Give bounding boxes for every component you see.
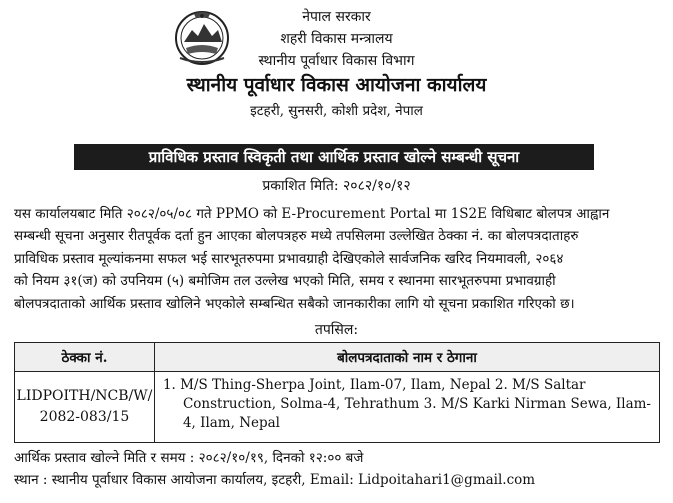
bidder-line: Construction, Solma-4, Tehrathum 3. M/S Karki Nirman Sewa, Ilam- (182, 396, 651, 412)
email-address[interactable]: Email: Lidpoitahari1@gmail.com (309, 472, 536, 488)
body-line: को नियम ३१(ज) को उपनियम (५) बमोजिम तल उल्लेख भएको मिति, समय र स्थानमा सारभूतरुपमा प्रभावग्राही (14, 273, 556, 290)
body-line: यस कार्यालयबाट मिति २०८२/०५/०८ गते PPMO को E-Procurement Portal मा 1S2E विधिबाट बोलपत्र आह्वान (14, 206, 610, 222)
department-name: स्थानीय पूर्वाधार विकास विभाग (258, 53, 415, 69)
bidder-line: 1. M/S Thing-Sherpa Joint, Ilam-07, Ilam, Nepal 2. M/S Saltar (162, 377, 586, 393)
body-line: बोलपत्रदाताको आर्थिक प्रस्ताव खोलिने भएकोले सम्बन्धित सबैको जानकारीका लागि यो सूचना प्रकाशित गरिएको छ। (14, 295, 575, 312)
place-text: स्थान : स्थानीय पूर्वाधार विकास आयोजना कार्यालय, इटहरी, (14, 472, 306, 488)
office-name: स्थानीय पूर्वाधार विकास आयोजना कार्यालय (186, 74, 487, 96)
ministry-name: शहरी विकास मन्त्रालय (280, 31, 393, 47)
opening-place (14, 469, 660, 491)
opening-date-time: आर्थिक प्रस्ताव खोल्ने मिति र समय : २०८२/१०/१९, दिनको १२:०० बजे (14, 450, 364, 466)
office-header (0, 6, 673, 121)
bidders-cell (154, 372, 659, 443)
government-name: नेपाल सरकार (302, 9, 371, 25)
body-line: प्राविधिक प्रस्ताव मूल्यांकनमा सफल भई सारभूतरुपमा प्रभावग्राही देखिएकोले सार्वजनिक खरिद नियमावली, २०६४ (14, 250, 564, 267)
contract-no-cell (15, 372, 155, 443)
bidder-header: बोलपत्रदाताको नाम र ठेगाना (154, 343, 659, 372)
contract-no-line: LIDPOITH/NCB/W/ (16, 388, 153, 404)
bidder-line: 4, Ilam, Nepal (182, 415, 281, 431)
notice-footer (14, 447, 660, 491)
contract-no-header: ठेक्का नं. (15, 343, 155, 372)
published-date: प्रकाशित मिति: २०८२/१०/१२ (262, 178, 411, 194)
schedule-label: तपसिल: (314, 322, 359, 338)
notice-body (14, 203, 660, 315)
table-row (15, 372, 660, 443)
contracts-table (14, 342, 660, 443)
body-line: सम्बन्धी सूचना अनुसार रीतपूर्वक दर्ता हुन आएका बोलपत्रहरु मध्ये तपसिलमा उल्लेखित ठेक्का नं. का बोलपत्रदाताहरु (14, 228, 579, 245)
office-address: इटहरी, सुनसरी, कोशी प्रदेश, नेपाल (250, 103, 423, 119)
notice-title: प्राविधिक प्रस्ताव स्विकृती तथा आर्थिक प्रस्ताव खोल्ने सम्बन्धी सूचना (74, 144, 594, 170)
table-header-row (15, 343, 660, 372)
contract-no-line: 2082-083/15 (39, 409, 130, 425)
